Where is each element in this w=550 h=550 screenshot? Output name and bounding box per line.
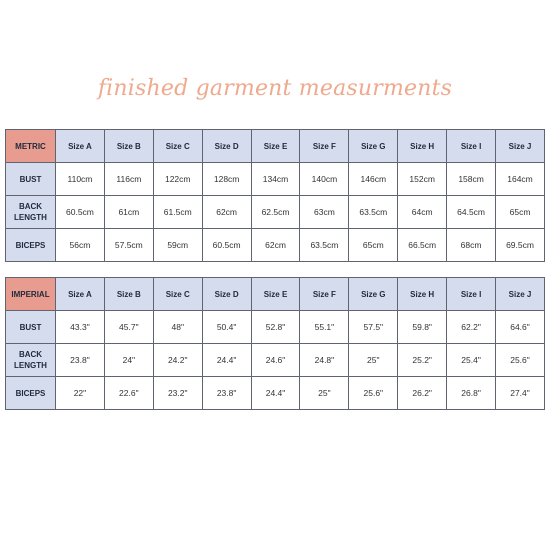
size-header: Size B [104, 278, 153, 311]
table-row [6, 311, 545, 344]
row-header [6, 344, 56, 377]
measurement-cell: 61cm [104, 196, 153, 229]
size-header: Size C [153, 278, 202, 311]
size-header: Size B [104, 130, 153, 163]
size-header: Size F [300, 130, 349, 163]
measurement-cell: 56cm [56, 229, 105, 262]
size-header: Size E [251, 130, 300, 163]
header-row [6, 130, 545, 163]
measurement-cell: 25.2" [398, 344, 447, 377]
measurement-cell: 23.8" [56, 344, 105, 377]
measurement-cell: 158cm [447, 163, 496, 196]
measurement-cell: 62.2" [447, 311, 496, 344]
measurement-cell: 25.6" [349, 377, 398, 410]
measurement-cell: 22.6" [104, 377, 153, 410]
size-header: Size D [202, 278, 251, 311]
measurement-cell: 59cm [153, 229, 202, 262]
size-header: Size H [398, 278, 447, 311]
measurement-cell: 48" [153, 311, 202, 344]
measurement-cell: 52.8" [251, 311, 300, 344]
measurement-cell: 62cm [251, 229, 300, 262]
measurement-cell: 62cm [202, 196, 251, 229]
measurement-cell: 26.8" [447, 377, 496, 410]
size-header: Size A [56, 130, 105, 163]
measurement-cell: 26.2" [398, 377, 447, 410]
measurement-cell: 65cm [496, 196, 545, 229]
table-row [6, 229, 545, 262]
measurement-cell: 24.8" [300, 344, 349, 377]
table-row [6, 377, 545, 410]
row-header [6, 229, 56, 262]
size-header: Size J [496, 278, 545, 311]
measurement-cell: 24.6" [251, 344, 300, 377]
row-header-line: LENGTH [14, 361, 47, 370]
measurement-cell: 60.5cm [56, 196, 105, 229]
table-row [6, 344, 545, 377]
measurement-cell: 24.2" [153, 344, 202, 377]
measurement-cell: 60.5cm [202, 229, 251, 262]
measurement-cell: 63.5cm [300, 229, 349, 262]
row-header [6, 311, 56, 344]
measurement-cell: 25.6" [496, 344, 545, 377]
measurement-cell: 43.3" [56, 311, 105, 344]
measurement-cell: 24.4" [202, 344, 251, 377]
measurement-cell: 116cm [104, 163, 153, 196]
table-row [6, 163, 545, 196]
measurement-cell: 152cm [398, 163, 447, 196]
size-header: Size C [153, 130, 202, 163]
measurement-cell: 62.5cm [251, 196, 300, 229]
size-header: Size I [447, 130, 496, 163]
page-title: finished garment measurments [97, 76, 453, 101]
measurement-cell: 122cm [153, 163, 202, 196]
imperial-table [5, 277, 545, 410]
measurement-cell: 110cm [56, 163, 105, 196]
measurement-cell: 57.5" [349, 311, 398, 344]
measurement-cell: 146cm [349, 163, 398, 196]
measurement-cell: 65cm [349, 229, 398, 262]
measurement-cell: 68cm [447, 229, 496, 262]
header-row [6, 278, 545, 311]
measurement-cell: 128cm [202, 163, 251, 196]
size-header: Size G [349, 130, 398, 163]
row-header [6, 377, 56, 410]
size-header: Size H [398, 130, 447, 163]
measurement-cell: 50.4" [202, 311, 251, 344]
measurement-cell: 24" [104, 344, 153, 377]
measurement-cell: 25" [349, 344, 398, 377]
measurement-cell: 23.2" [153, 377, 202, 410]
row-header-line: BICEPS [15, 388, 46, 398]
size-header: Size I [447, 278, 496, 311]
measurement-cell: 69.5cm [496, 229, 545, 262]
row-header-line: BICEPS [15, 240, 46, 250]
measurement-cell: 64cm [398, 196, 447, 229]
measurement-cell: 64.5cm [447, 196, 496, 229]
measurement-cell: 55.1" [300, 311, 349, 344]
measurement-cell: 57.5cm [104, 229, 153, 262]
measurement-cell: 25.4" [447, 344, 496, 377]
metric-label: METRIC [6, 130, 56, 163]
row-header-line: BUST [19, 174, 42, 184]
measurement-cell: 66.5cm [398, 229, 447, 262]
size-header: Size F [300, 278, 349, 311]
size-header: Size D [202, 130, 251, 163]
size-header: Size J [496, 130, 545, 163]
size-header: Size A [56, 278, 105, 311]
measurement-cell: 22" [56, 377, 105, 410]
measurement-cell: 27.4" [496, 377, 545, 410]
metric-table [5, 129, 545, 262]
row-header-line: BACK [18, 202, 43, 211]
measurement-cell: 25" [300, 377, 349, 410]
table-row [6, 196, 545, 229]
measurement-cell: 45.7" [104, 311, 153, 344]
row-header-line: BUST [19, 322, 42, 332]
measurement-cell: 140cm [300, 163, 349, 196]
measurement-cell: 64.6" [496, 311, 545, 344]
size-header: Size E [251, 278, 300, 311]
measurement-cell: 59.8" [398, 311, 447, 344]
measurement-cell: 134cm [251, 163, 300, 196]
measurement-cell: 23.8" [202, 377, 251, 410]
measurement-cell: 63.5cm [349, 196, 398, 229]
measurement-cell: 61.5cm [153, 196, 202, 229]
measurement-cell: 63cm [300, 196, 349, 229]
imperial-label: IMPERIAL [6, 278, 56, 311]
measurement-cell: 164cm [496, 163, 545, 196]
row-header [6, 196, 56, 229]
size-header: Size G [349, 278, 398, 311]
row-header-line: LENGTH [14, 213, 47, 222]
row-header-line: BACK [18, 350, 43, 359]
measurement-cell: 24.4" [251, 377, 300, 410]
row-header [6, 163, 56, 196]
